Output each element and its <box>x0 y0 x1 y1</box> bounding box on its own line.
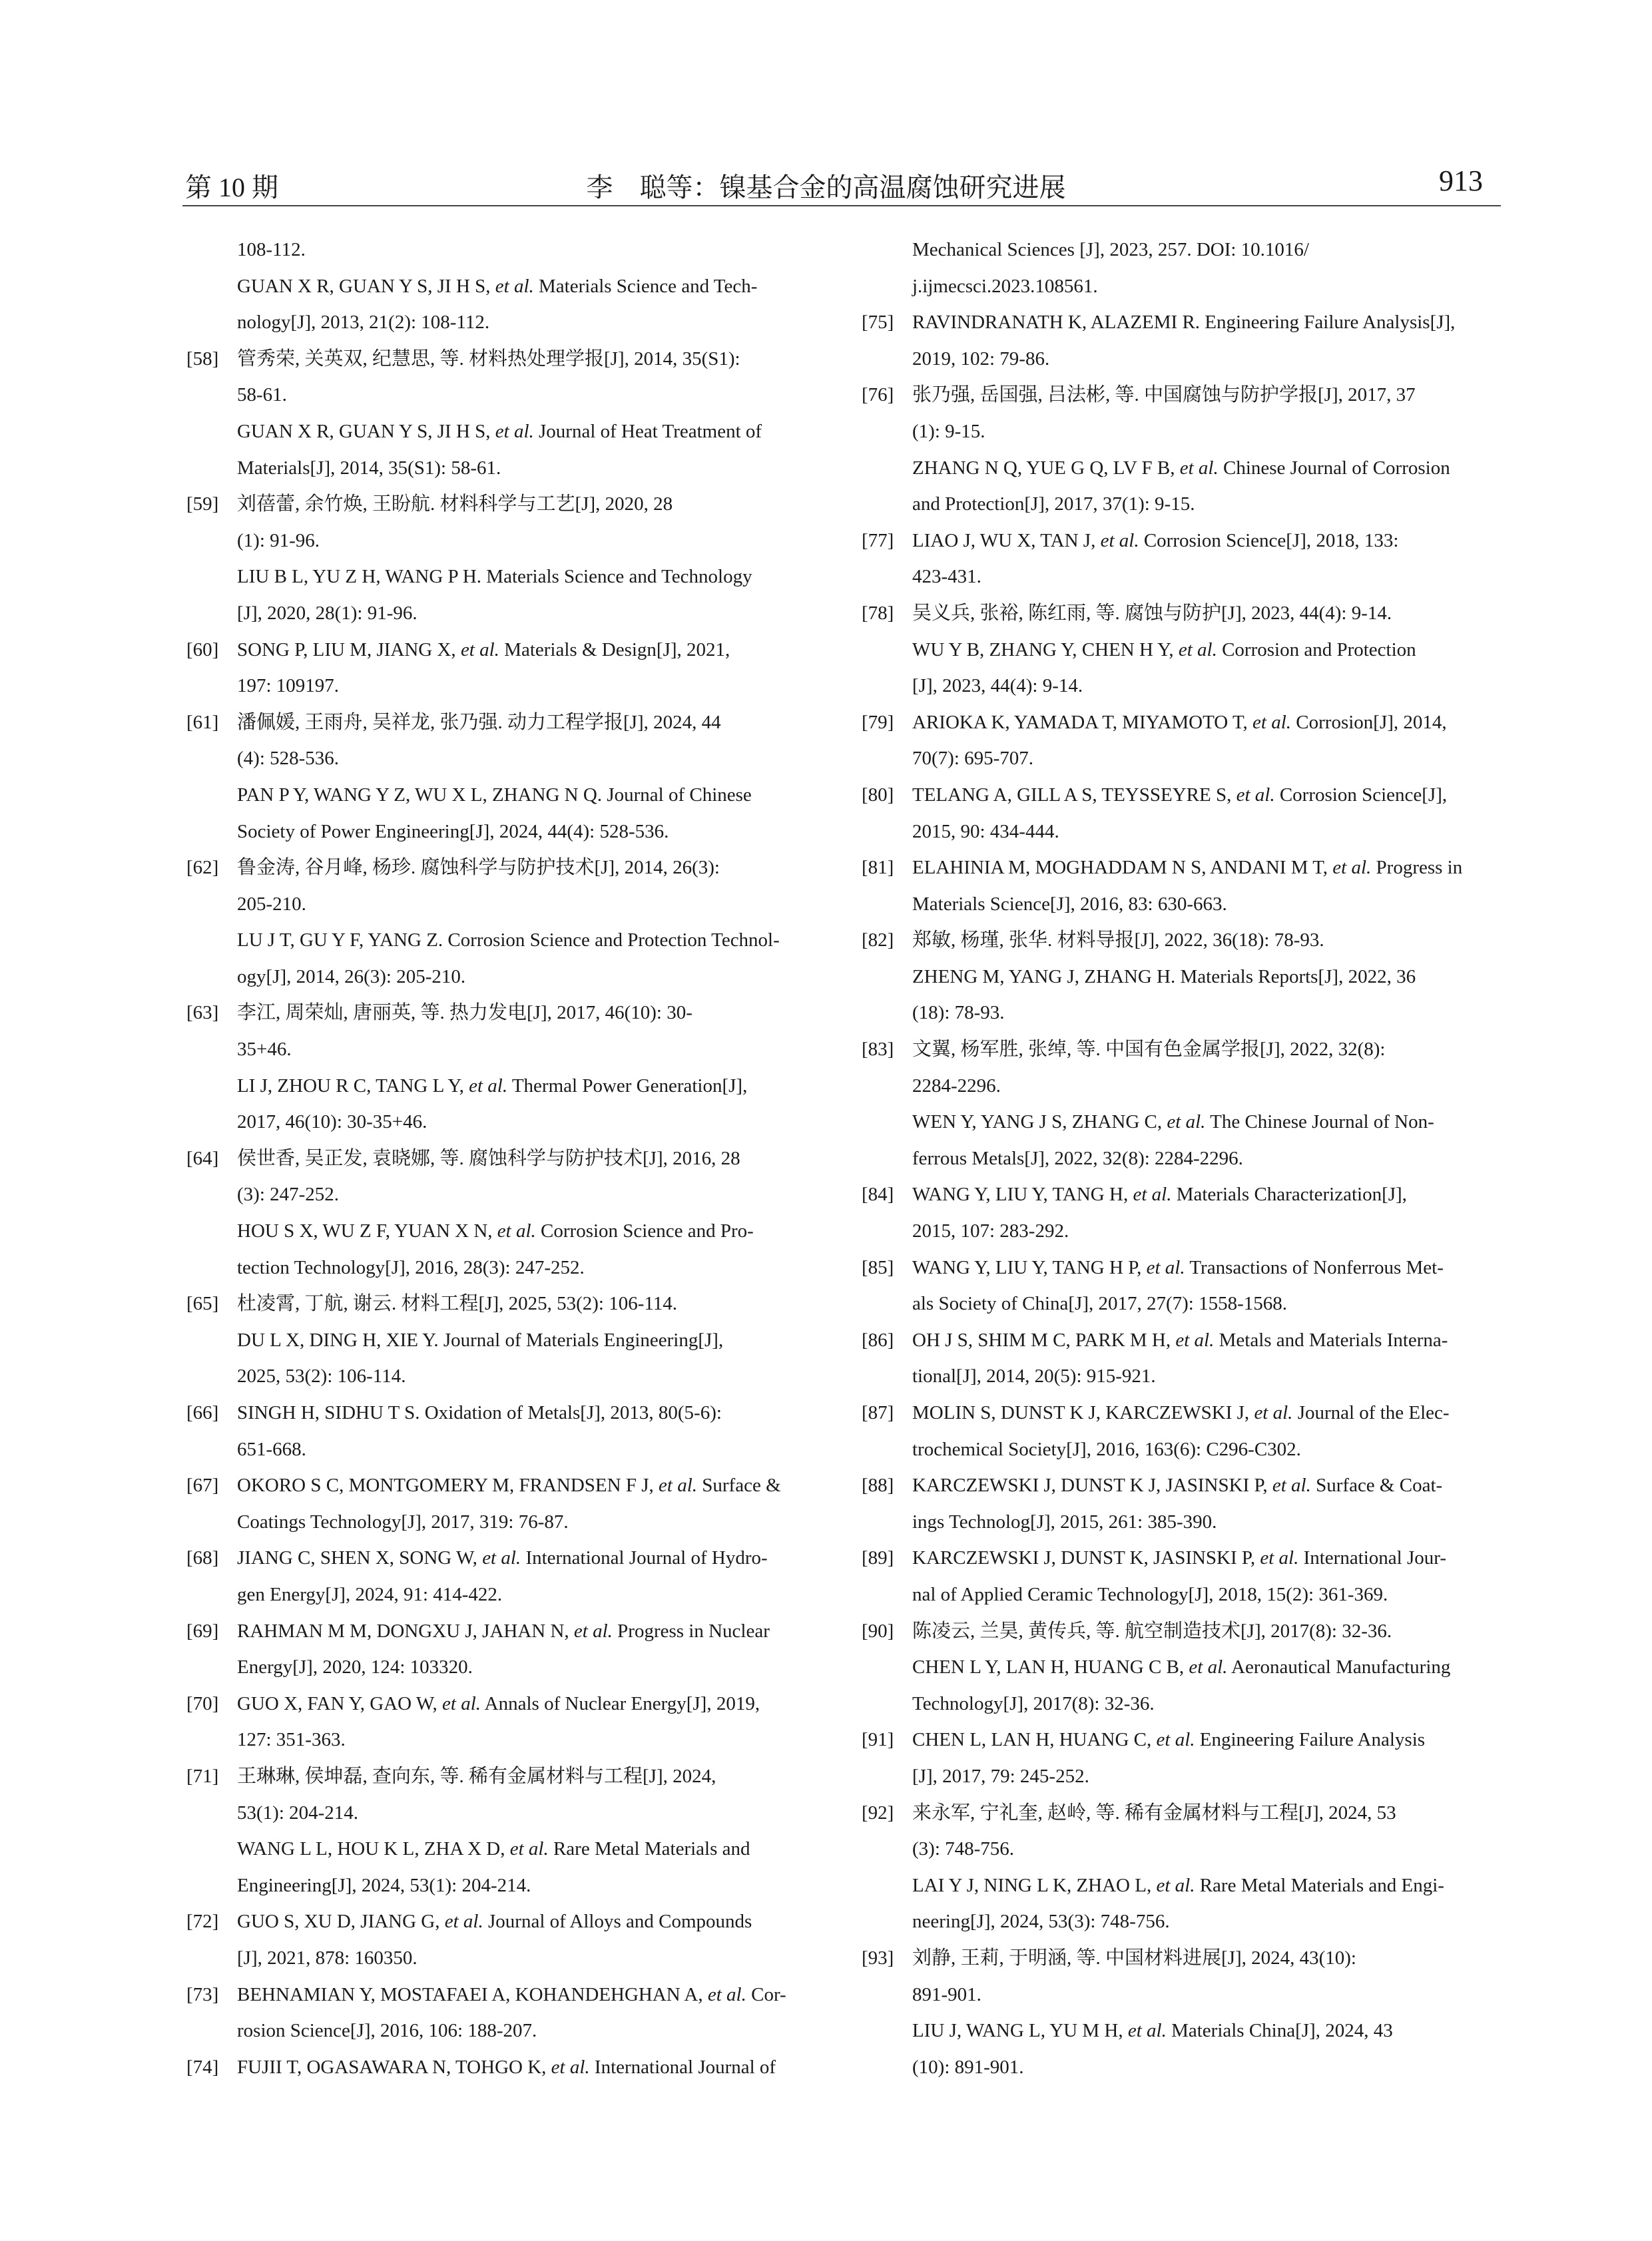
reference-number: [67] <box>186 1475 219 1497</box>
reference-number: [69] <box>186 1620 219 1642</box>
page-header <box>0 0 1652 206</box>
reference-number: [70] <box>186 1692 219 1714</box>
reference-number: [93] <box>862 1947 894 1969</box>
reference-number: [78] <box>862 602 894 624</box>
reference-line: nology[J], 2013, 21(2): 108-112. <box>237 312 490 334</box>
reference-number: [68] <box>186 1547 219 1569</box>
reference-line: [J], 2017, 79: 245-252. <box>912 1765 1089 1787</box>
reference-number: [73] <box>186 1983 219 2005</box>
reference-line: LAI Y J, NING L K, ZHAO L, et al. Rare Metal Materials and Engi- <box>912 1874 1444 1896</box>
reference-line: 108-112. <box>237 239 306 260</box>
reference-number: [91] <box>862 1729 894 1751</box>
reference-line: 郑敏, 杨瑾, 张华. 材料导报[J], 2022, 36(18): 78-93. <box>912 929 1324 951</box>
reference-line: CHEN L Y, LAN H, HUANG C B, et al. Aeronautical Manufacturing <box>912 1656 1451 1678</box>
reference-item <box>862 595 1496 704</box>
reference-line: 吴义兵, 张裕, 陈红雨, 等. 腐蚀与防护[J], 2023, 44(4): 9-14. <box>912 602 1392 624</box>
reference-line: RAHMAN M M, DONGXU J, JAHAN N, et al. Progress in Nuclear <box>237 1620 770 1642</box>
reference-item <box>862 1322 1496 1395</box>
reference-item <box>186 1613 820 1686</box>
reference-item <box>862 1722 1496 1794</box>
reference-line: BEHNAMIAN Y, MOSTAFAEI A, KOHANDEHGHAN A, et al. Cor- <box>237 1983 786 2005</box>
reference-number: [86] <box>862 1329 894 1351</box>
reference-line: ARIOKA K, YAMADA T, MIYAMOTO T, et al. Corrosion[J], 2014, <box>912 711 1447 733</box>
reference-item <box>186 1395 820 1467</box>
reference-number: [81] <box>862 857 894 879</box>
reference-number: [72] <box>186 1911 219 1933</box>
reference-line: LU J T, GU Y F, YANG Z. Corrosion Science and Protection Technol- <box>237 929 780 951</box>
reference-number: [85] <box>862 1256 894 1278</box>
reference-item <box>862 523 1496 595</box>
reference-item <box>862 1940 1496 2085</box>
reference-line: tional[J], 2014, 20(5): 915-921. <box>912 1366 1156 1387</box>
reference-number: [82] <box>862 929 894 951</box>
reference-line: [J], 2021, 878: 160350. <box>237 1947 417 1969</box>
reference-line: 杜凌霄, 丁航, 谢云. 材料工程[J], 2025, 53(2): 106-114. <box>237 1293 678 1315</box>
reference-line: 53(1): 204-214. <box>237 1802 359 1824</box>
reference-number: [65] <box>186 1293 219 1315</box>
reference-line: ings Technolog[J], 2015, 261: 385-390. <box>912 1511 1217 1533</box>
reference-number: [77] <box>862 529 894 551</box>
reference-line: j.ijmecsci.2023.108561. <box>912 275 1098 297</box>
reference-line: 205-210. <box>237 893 306 915</box>
reference-line: HOU S X, WU Z F, YUAN X N, et al. Corrosion Science and Pro- <box>237 1220 754 1242</box>
reference-item <box>862 1395 1496 1467</box>
issue-number: 第 10 期 <box>185 172 278 202</box>
page-number: 913 <box>1439 164 1483 197</box>
reference-line: 197: 109197. <box>237 675 340 697</box>
reference-line: Technology[J], 2017(8): 32-36. <box>912 1692 1155 1714</box>
reference-line: OKORO S C, MONTGOMERY M, FRANDSEN F J, et al. Surface & <box>237 1475 781 1497</box>
reference-line: nal of Applied Ceramic Technology[J], 2018, 15(2): 361-369. <box>912 1583 1388 1605</box>
reference-line: 文翼, 杨军胜, 张绰, 等. 中国有色金属学报[J], 2022, 32(8): <box>912 1039 1386 1061</box>
reference-line: Society of Power Engineering[J], 2024, 44(4): 528-536. <box>237 820 669 842</box>
reference-line: 李江, 周荣灿, 唐丽英, 等. 热力发电[J], 2017, 46(10): 30- <box>237 1002 692 1024</box>
reference-line: tection Technology[J], 2016, 28(3): 247-252. <box>237 1256 585 1278</box>
reference-item <box>186 1140 820 1286</box>
reference-number: [60] <box>186 638 219 660</box>
reference-line: CHEN L, LAN H, HUANG C, et al. Engineering Failure Analysis <box>912 1729 1426 1751</box>
reference-item <box>186 995 820 1140</box>
reference-number: [76] <box>862 384 894 406</box>
reference-line: 2019, 102: 79-86. <box>912 348 1050 370</box>
reference-line: (3): 748-756. <box>912 1838 1015 1860</box>
reference-line: 423-431. <box>912 566 981 588</box>
reference-line: 651-668. <box>237 1438 306 1460</box>
reference-item <box>862 1795 1496 1940</box>
reference-line: 2017, 46(10): 30-35+46. <box>237 1111 427 1133</box>
reference-item <box>186 632 820 704</box>
reference-item <box>186 1686 820 1758</box>
reference-line: ferrous Metals[J], 2022, 32(8): 2284-2296. <box>912 1147 1243 1169</box>
reference-line: and Protection[J], 2017, 37(1): 9-15. <box>912 493 1195 515</box>
reference-line: GUAN X R, GUAN Y S, JI H S, et al. Journal of Heat Treatment of <box>237 420 762 442</box>
reference-line: (10): 891-901. <box>912 2056 1024 2078</box>
reference-line: LIU J, WANG L, YU M H, et al. Materials China[J], 2024, 43 <box>912 2020 1393 2042</box>
reference-line: GUAN X R, GUAN Y S, JI H S, et al. Materials Science and Tech- <box>237 275 758 297</box>
reference-line: (1): 91-96. <box>237 529 320 551</box>
reference-line: 70(7): 695-707. <box>912 748 1034 770</box>
reference-line: WU Y B, ZHANG Y, CHEN H Y, et al. Corrosion and Protection <box>912 638 1416 660</box>
reference-item <box>186 850 820 995</box>
reference-line: RAVINDRANATH K, ALAZEMI R. Engineering Failure Analysis[J], <box>912 312 1456 334</box>
reference-line: 2015, 90: 434-444. <box>912 820 1059 842</box>
reference-line: DU L X, DING H, XIE Y. Journal of Materials Engineering[J], <box>237 1329 724 1351</box>
reference-number: [90] <box>862 1620 894 1642</box>
running-title: 李 聪等：镍基合金的高温腐蚀研究进展 <box>586 172 1066 202</box>
reference-line: Engineering[J], 2024, 53(1): 204-214. <box>237 1874 531 1896</box>
reference-line: SONG P, LIU M, JIANG X, et al. Materials & Design[J], 2021, <box>237 638 730 660</box>
reference-number: [84] <box>862 1184 894 1206</box>
reference-number: [80] <box>862 784 894 806</box>
reference-item <box>186 1903 820 1976</box>
reference-line: 刘静, 王莉, 于明涵, 等. 中国材料进展[J], 2024, 43(10): <box>912 1947 1356 1969</box>
reference-line: 来永军, 宁礼奎, 赵岭, 等. 稀有金属材料与工程[J], 2024, 53 <box>912 1802 1396 1824</box>
reference-line: LIAO J, WU X, TAN J, et al. Corrosion Science[J], 2018, 133: <box>912 529 1399 551</box>
reference-line: Materials[J], 2014, 35(S1): 58-61. <box>237 457 501 479</box>
reference-item <box>186 1286 820 1395</box>
reference-line: FUJII T, OGASAWARA N, TOHGO K, et al. International Journal of <box>237 2056 776 2078</box>
reference-item <box>186 1977 820 2049</box>
reference-line: ogy[J], 2014, 26(3): 205-210. <box>237 965 466 987</box>
reference-line: gen Energy[J], 2024, 91: 414-422. <box>237 1583 503 1605</box>
reference-item <box>186 341 820 486</box>
reference-line: WANG Y, LIU Y, TANG H, et al. Materials Characterization[J], <box>912 1184 1407 1206</box>
reference-number: [75] <box>862 312 894 334</box>
reference-number: [74] <box>186 2056 219 2078</box>
reference-item <box>862 1540 1496 1613</box>
reference-line: (3): 247-252. <box>237 1184 340 1206</box>
reference-line: 891-901. <box>912 1983 981 2005</box>
reference-item <box>862 1031 1496 1176</box>
reference-item <box>862 1613 1496 1722</box>
reference-number: [61] <box>186 711 219 733</box>
reference-line: MOLIN S, DUNST K J, KARCZEWSKI J, et al. Journal of the Elec- <box>912 1402 1450 1423</box>
reference-item <box>186 232 820 341</box>
reference-line: 2284-2296. <box>912 1075 1001 1097</box>
reference-item <box>862 850 1496 922</box>
reference-line: ELAHINIA M, MOGHADDAM N S, ANDANI M T, et al. Progress in <box>912 857 1463 879</box>
reference-number: [87] <box>862 1402 894 1423</box>
reference-line: 2015, 107: 283-292. <box>912 1220 1069 1242</box>
reference-item <box>862 922 1496 1031</box>
reference-line: als Society of China[J], 2017, 27(7): 1558-1568. <box>912 1293 1288 1315</box>
reference-line: 鲁金涛, 谷月峰, 杨珍. 腐蚀科学与防护技术[J], 2014, 26(3): <box>237 857 720 879</box>
reference-item <box>862 1250 1496 1322</box>
reference-item <box>862 1467 1496 1540</box>
reference-line: KARCZEWSKI J, DUNST K, JASINSKI P, et al. International Jour- <box>912 1547 1447 1569</box>
reference-number: [71] <box>186 1765 219 1787</box>
reference-item <box>186 1467 820 1540</box>
reference-line: 2025, 53(2): 106-114. <box>237 1366 406 1387</box>
reference-line: [J], 2023, 44(4): 9-14. <box>912 675 1083 697</box>
reference-line: ZHENG M, YANG J, ZHANG H. Materials Reports[J], 2022, 36 <box>912 965 1416 987</box>
reference-line: ZHANG N Q, YUE G Q, LV F B, et al. Chinese Journal of Corrosion <box>912 457 1450 479</box>
reference-line: OH J S, SHIM M C, PARK M H, et al. Metals and Materials Interna- <box>912 1329 1448 1351</box>
reference-line: LIU B L, YU Z H, WANG P H. Materials Science and Technology <box>237 566 752 588</box>
reference-column-left <box>186 232 820 2085</box>
reference-column-right <box>862 232 1496 2085</box>
reference-line: 潘佩媛, 王雨舟, 吴祥龙, 张乃强. 动力工程学报[J], 2024, 44 <box>237 711 721 733</box>
reference-line: 刘蓓蕾, 余竹焕, 王盼航. 材料科学与工艺[J], 2020, 28 <box>237 493 673 515</box>
reference-line: 侯世香, 吴正发, 袁晓娜, 等. 腐蚀科学与防护技术[J], 2016, 28 <box>237 1147 740 1169</box>
reference-item <box>862 304 1496 377</box>
reference-number: [88] <box>862 1475 894 1497</box>
reference-number: [59] <box>186 493 219 515</box>
reference-item <box>186 2049 820 2086</box>
reference-line: (18): 78-93. <box>912 1002 1005 1024</box>
reference-line: LI J, ZHOU R C, TANG L Y, et al. Thermal Power Generation[J], <box>237 1075 748 1097</box>
reference-line: KARCZEWSKI J, DUNST K J, JASINSKI P, et al. Surface & Coat- <box>912 1475 1443 1497</box>
reference-line: neering[J], 2024, 53(3): 748-756. <box>912 1911 1170 1933</box>
reference-line: rosion Science[J], 2016, 106: 188-207. <box>237 2020 537 2042</box>
reference-number: [64] <box>186 1147 219 1169</box>
reference-item <box>862 232 1496 304</box>
reference-line: SINGH H, SIDHU T S. Oxidation of Metals[J], 2013, 80(5-6): <box>237 1402 722 1423</box>
reference-item <box>862 777 1496 850</box>
reference-line: 35+46. <box>237 1039 292 1061</box>
reference-line: 陈凌云, 兰昊, 黄传兵, 等. 航空制造技术[J], 2017(8): 32-36. <box>912 1620 1392 1642</box>
reference-item <box>186 486 820 631</box>
reference-line: WEN Y, YANG J S, ZHANG C, et al. The Chinese Journal of Non- <box>912 1111 1434 1133</box>
reference-line: 管秀荣, 关英双, 纪慧思, 等. 材料热处理学报[J], 2014, 35(S1): <box>237 348 740 370</box>
reference-number: [62] <box>186 857 219 879</box>
reference-number: [92] <box>862 1802 894 1824</box>
reference-item <box>186 1758 820 1903</box>
reference-line: JIANG C, SHEN X, SONG W, et al. International Journal of Hydro- <box>237 1547 768 1569</box>
reference-number: [58] <box>186 348 219 370</box>
reference-line: TELANG A, GILL A S, TEYSSEYRE S, et al. Corrosion Science[J], <box>912 784 1448 806</box>
reference-line: 127: 351-363. <box>237 1729 346 1751</box>
reference-line: 58-61. <box>237 384 287 406</box>
reference-line: GUO X, FAN Y, GAO W, et al. Annals of Nuclear Energy[J], 2019, <box>237 1692 760 1714</box>
reference-item <box>862 377 1496 522</box>
reference-line: 王琳琳, 侯坤磊, 查向东, 等. 稀有金属材料与工程[J], 2024, <box>237 1765 716 1787</box>
reference-number: [83] <box>862 1039 894 1061</box>
reference-item <box>862 1176 1496 1249</box>
reference-item <box>862 704 1496 777</box>
reference-line: WANG Y, LIU Y, TANG H P, et al. Transactions of Nonferrous Met- <box>912 1256 1444 1278</box>
reference-number: [66] <box>186 1402 219 1423</box>
reference-line: WANG L L, HOU K L, ZHA X D, et al. Rare Metal Materials and <box>237 1838 750 1860</box>
reference-line: GUO S, XU D, JIANG G, et al. Journal of Alloys and Compounds <box>237 1911 752 1933</box>
reference-line: (4): 528-536. <box>237 748 340 770</box>
reference-line: Energy[J], 2020, 124: 103320. <box>237 1656 473 1678</box>
reference-item <box>186 704 820 850</box>
reference-line: trochemical Society[J], 2016, 163(6): C296-C302. <box>912 1438 1301 1460</box>
header-rule <box>182 205 1501 206</box>
reference-item <box>186 1540 820 1613</box>
reference-line: Materials Science[J], 2016, 83: 630-663. <box>912 893 1227 915</box>
reference-number: [79] <box>862 711 894 733</box>
reference-line: PAN P Y, WANG Y Z, WU X L, ZHANG N Q. Journal of Chinese <box>237 784 752 806</box>
reference-number: [89] <box>862 1547 894 1569</box>
reference-line: 张乃强, 岳国强, 吕法彬, 等. 中国腐蚀与防护学报[J], 2017, 37 <box>912 384 1416 406</box>
reference-line: Mechanical Sciences [J], 2023, 257. DOI: 10.1016/ <box>912 239 1309 260</box>
reference-line: Coatings Technology[J], 2017, 319: 76-87. <box>237 1511 569 1533</box>
reference-number: [63] <box>186 1002 219 1024</box>
reference-line: (1): 9-15. <box>912 420 985 442</box>
reference-line: [J], 2020, 28(1): 91-96. <box>237 602 417 624</box>
